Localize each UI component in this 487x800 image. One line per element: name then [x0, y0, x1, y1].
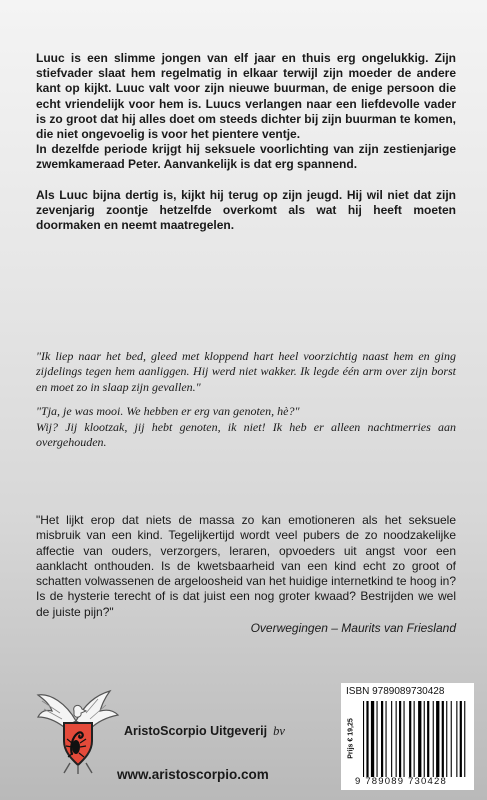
review-quote [36, 513, 456, 636]
blurb-paragraph: Als Luuc bijna dertig is, kijkt hij terug op zijn jeugd. Hij wil niet dat zijn zevenjarig zoontje hetzelfde overkomt als wat hij heeft moeten doormaken en neemt maatregelen. [36, 187, 456, 233]
eagle-scorpio-shield-icon [36, 683, 120, 775]
publisher-name-text: AristoScorpio Uitgeverij [124, 724, 268, 738]
quote-excerpt: Wij? Jij klootzak, jij hebt genoten, ik niet! Ik heb er alleen nachtmerries aan overgehouden. [36, 419, 456, 450]
blurb-paragraph: In dezelfde periode krijgt hij seksuele voorlichting van zijn zestienjarige zwemkameraad Peter. Aanvankelijk is dat erg spannend. [36, 142, 456, 172]
publisher-website-link[interactable]: www.aristoscorpio.com [117, 767, 269, 782]
quote-excerpt: "Ik liep naar het bed, gleed met kloppend hart heel voorzichtig naast hem en ging zijdelings tegen hem aanliggen. Hij werd niet wakker. Ik legde één arm over zijn borst en moet zo in slaap zijn gevallen." [36, 349, 456, 394]
barcode-icon [361, 701, 469, 777]
isbn-label: ISBN 9789089730428 [346, 686, 445, 697]
publisher-suffix: bv [273, 724, 285, 738]
blurb-paragraph: Luuc is een slimme jongen van elf jaar en thuis erg ongelukkig. Zijn stiefvader slaat hem regelmatig in elkaar terwijl zijn moeder de andere kant op kijkt. Luuc valt voor zijn nieuwe buurman, de enige persoon die echt vriendelijk voor hem is. Luucs verlangen naar een liefdevolle vader is zo groot dat hij alles doet om steeds dichter bij zijn buurman te komen, die niet ongevoelig is voor het pientere ventje. [36, 51, 456, 142]
review-attribution: Overwegingen – Maurits van Friesland [250, 621, 456, 636]
barcode-number: 9 789089 730428 [355, 776, 447, 787]
excerpt-quotes [36, 349, 456, 450]
quote-excerpt: "Tja, je was mooi. We hebben er erg van genoten, hè?" [36, 404, 300, 419]
publisher-name [124, 724, 285, 739]
back-cover-blurb [36, 51, 456, 233]
price-label: Prijs € 19,25 [347, 718, 355, 759]
isbn-barcode-box [341, 683, 474, 790]
review-text: "Het lijkt erop dat niets de massa zo kan emotioneren als het seksuele misbruik van een kind. Tegelijkertijd wordt veel pubers de zo noodzakelijke affectie van ouders, verzorgers, leraren, opvoeders uit angst voor een aanklacht onthouden. Is de kwetsbaarheid van een kind echt zo groot of schatten volwassenen de argeloosheid van het huidige internetkind te hoog in? Is de hysterie terecht of is dat juist een nog groter kwaad? Bestrijden we wel de juiste pijn?" [36, 513, 456, 619]
